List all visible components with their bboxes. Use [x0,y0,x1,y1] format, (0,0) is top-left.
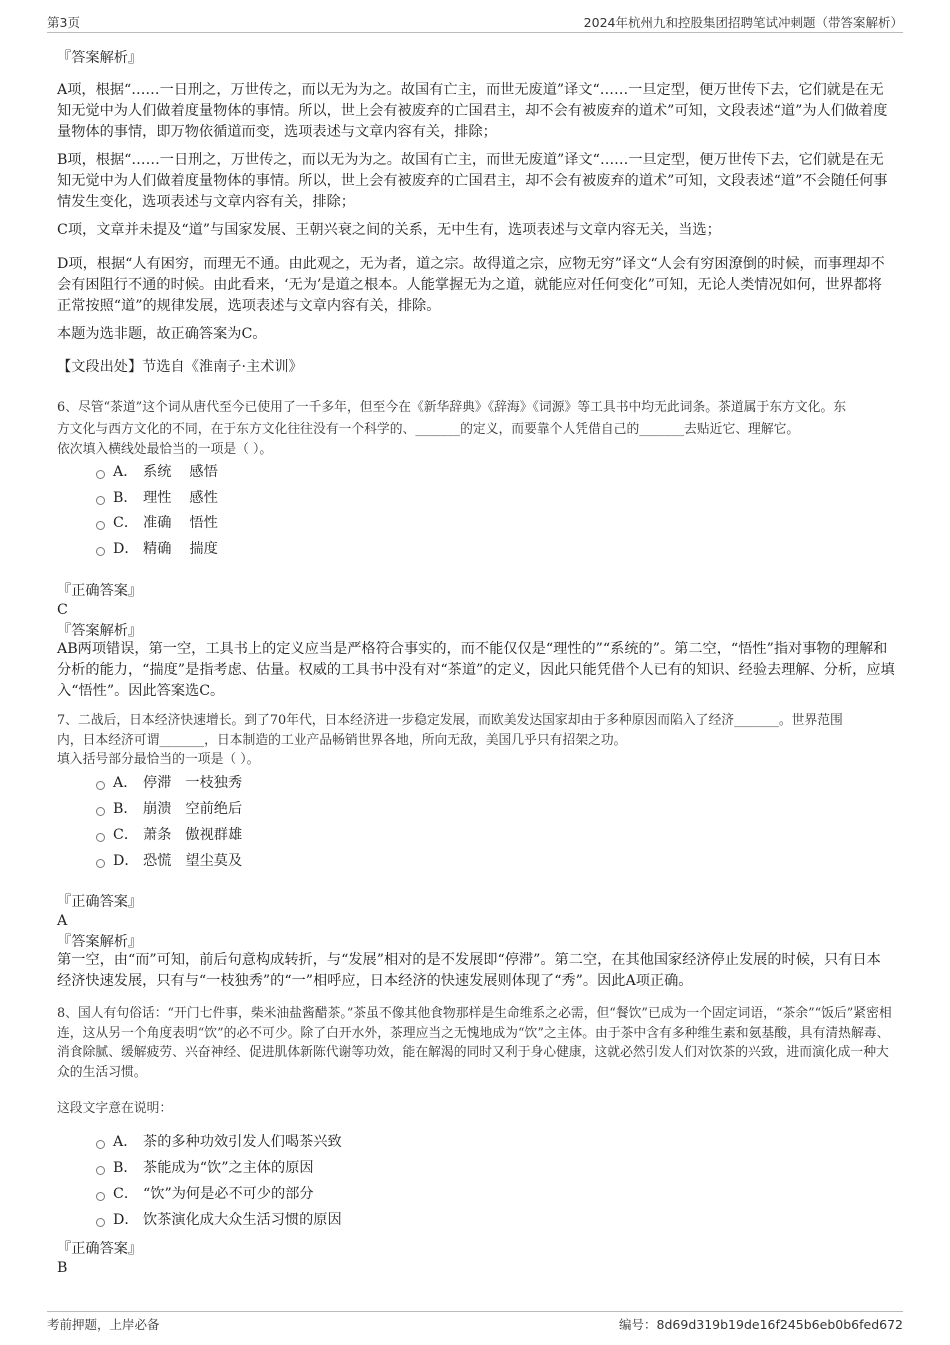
q6-answer-label: 『正确答案』 [57,583,143,599]
q6-option-b[interactable]: B． 理性 感性 [96,488,218,508]
q7-stem-line1: 7、二战后，日本经济快速增长。到了70年代，日本经济进一步稳定发展，而欧美发达国家却由于多种原因而陷入了经济_______。世界范围 [57,713,843,728]
q7-stem-line3: 填入括号部分最恰当的一项是（ ）。 [57,752,260,767]
q8-option-a[interactable]: A． 茶的多种功效引发人们喝茶兴致 [96,1132,342,1152]
q8-option-b[interactable]: B． 茶能成为“饮”之主体的原因 [96,1158,314,1178]
q6-stem-line3: 依次填入横线处最恰当的一项是（ ）。 [57,442,273,457]
q8-ask: 这段文字意在说明： [57,1101,173,1116]
q8-stem: 8、国人有句俗话：“开门七件事，柴米油盐酱醋茶。”茶虽不像其他食物那样是生命维系之必需，但“餐饮”已成为一个固定词语，“茶余”“饭后”紧密相连，这从另一个角度表明“饮”的必不可少。除了白开水外，茶理应当之无愧地成为“饮”之主体。由于茶中含有多种维生素和氨基酸，具有清热解毒、消食除腻、缓解疲劳、兴奋神经、促进肌体新陈代谢等功效，能在解渴的同时又利于身心健康，这就必然引发人们对饮茶的兴致，进而演化成一种大众的生活习惯。 [57,1006,892,1080]
q7-analysis: 第一空，由“而”可知，前后句意构成转折，与“发展”相对的是不发展即“停滞”。第二空，在其他国家经济停止发展的时候，只有日本经济快速发展，只有与“一枝独秀”的“一”相呼应，日本经济的快速发展则体现了“秀”。因此A项正确。 [57,952,881,989]
q7-answer-label: 『正确答案』 [57,894,143,910]
radio-icon[interactable] [96,781,105,790]
q6-answer: C [57,602,68,618]
radio-icon[interactable] [96,496,105,505]
radio-icon[interactable] [96,547,105,556]
radio-icon[interactable] [96,1166,105,1175]
document-id: 编号：8d69d319b19de16f245b6eb0b6fed672 [619,1317,903,1332]
analysis-option-b: B项，根据“……一日刑之，万世传之，而以无为为之。故国有亡主，而世无废道”译文“……一旦定型，便万世传下去，它们就是在无知无觉中为人们做着度量物体的事情。所以，世上会有被废弃的亡国君主，却不会有被废弃的道术”可知，文段表述“道”不会随任何事情发生变化，选项表述与文章内容有关，排除； [57,152,888,210]
analysis-option-d: D项，根据“人有困穷，而理无不通。由此观之，无为者，道之宗。故得道之宗，应物无穷”译文“人会有穷困潦倒的时候，而事理却不会有困阻行不通的时候。由此看来，‘无为’是道之根本。人能掌握无为之道，就能应对任何变化”可知，无论人类情况如何，世界都将正常按照“道”的规律发展，选项表述与文章内容有关，排除。 [57,256,885,314]
radio-icon[interactable] [96,833,105,842]
radio-icon[interactable] [96,1218,105,1227]
q8-option-c[interactable]: C． “饮”为何是必不可少的部分 [96,1184,314,1204]
q6-analysis-label: 『答案解析』 [57,623,143,639]
q6-option-a[interactable]: A． 系统 感悟 [96,462,218,482]
q6-option-d[interactable]: D． 精确 揣度 [96,539,218,559]
analysis-option-c: C项，文章并未提及“道”与国家发展、王朝兴衰之间的关系，无中生有，选项表述与文章内容无关，当选； [57,222,721,238]
page-footer [47,1311,903,1334]
q7-answer: A [57,913,68,929]
page-number: 第3页 [47,15,80,30]
q7-stem-line2: 内，日本经济可谓_______，日本制造的工业产品畅销世界各地，所向无敌，美国几乎只有招架之功。 [57,733,627,748]
q8-answer: B [57,1260,68,1276]
q7-option-c[interactable]: C． 萧条 傲视群雄 [96,825,242,845]
radio-icon[interactable] [96,1140,105,1149]
analysis-option-a: A项，根据“……一日刑之，万世传之，而以无为为之。故国有亡主，而世无废道”译文“……一旦定型，便万世传下去，它们就是在无知无觉中为人们做着度量物体的事情。所以，世上会有被废弃的亡国君主，却不会有被废弃的道术”可知，文段表述“道”为人们做着度量物体的事情，即万物依循道而变，选项表述与文章内容有关，排除； [57,82,888,140]
analysis-label: 『答案解析』 [57,50,143,66]
q7-option-b[interactable]: B． 崩溃 空前绝后 [96,799,242,819]
q7-analysis-label: 『答案解析』 [57,934,143,950]
document-title: 2024年杭州九和控股集团招聘笔试冲刺题（带答案解析） [583,15,903,30]
radio-icon[interactable] [96,1192,105,1201]
radio-icon[interactable] [96,859,105,868]
q7-option-a[interactable]: A． 停滞 一枝独秀 [96,773,242,793]
q6-option-c[interactable]: C． 准确 悟性 [96,513,218,533]
radio-icon[interactable] [96,470,105,479]
q7-option-d[interactable]: D． 恐慌 望尘莫及 [96,851,242,871]
q6-analysis: AB两项错误，第一空，工具书上的定义应当是严格符合事实的，而不能仅仅是“理性的”“系统的”。第二空，“悟性”指对事物的理解和分析的能力，“揣度”是指考虑、估量。权威的工具书中没有对“茶道”的定义，因此只能凭借个人已有的知识、经验去理解、分析，应填入“悟性”。因此答案选C。 [57,641,895,699]
q6-stem-line2: 方文化与西方文化的不同，在于东方文化往往没有一个科学的、_______的定义，而要靠个人凭借自己的_______去贴近它、理解它。 [57,422,800,437]
footer-slogan: 考前押题，上岸必备 [47,1317,160,1332]
radio-icon[interactable] [96,521,105,530]
page-header [47,12,903,33]
radio-icon[interactable] [96,807,105,816]
source-note: 【文段出处】节选自《淮南子·主术训》 [57,359,303,375]
q8-option-d[interactable]: D． 饮茶演化成大众生活习惯的原因 [96,1210,342,1230]
q6-stem-line1: 6、尽管“茶道”这个词从唐代至今已使用了一千多年，但至今在《新华辞典》《辞海》《词源》等工具书中均无此词条。茶道属于东方文化。东 [57,400,847,415]
q8-answer-label: 『正确答案』 [57,1241,143,1257]
conclusion: 本题为选非题，故正确答案为C。 [57,326,267,342]
